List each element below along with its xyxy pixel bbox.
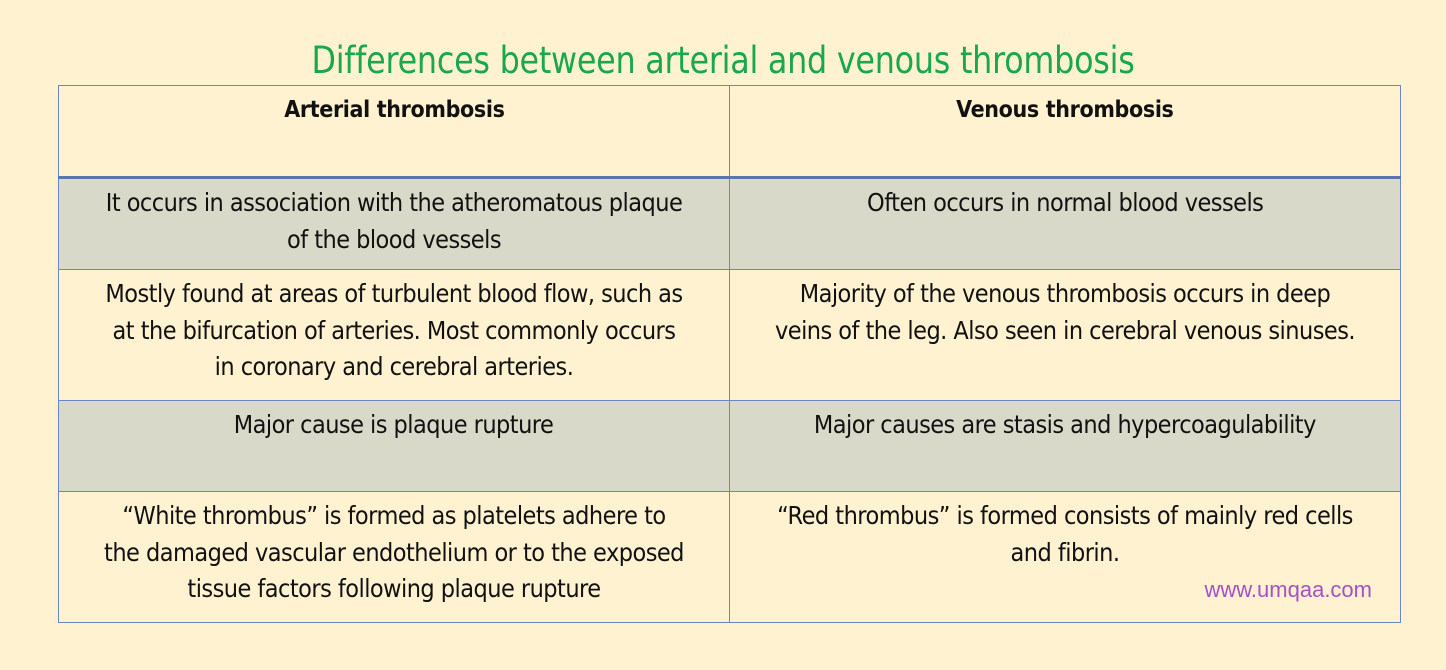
watermark-link[interactable]: www.umqaa.com: [1204, 576, 1372, 602]
cell-venous: Major causes are stasis and hypercoagulability: [730, 401, 1401, 492]
header-venous: Venous thrombosis: [730, 86, 1401, 178]
cell-arterial: It occurs in association with the atheromatous plaque of the blood vessels: [59, 178, 730, 270]
table-row: [59, 401, 1401, 492]
comparison-table: [58, 85, 1401, 623]
cell-venous: “Red thrombus” is formed consists of mainly red cells and fibrin. www.umqaa.com: [730, 492, 1401, 623]
cell-venous: Majority of the venous thrombosis occurs in deep veins of the leg. Also seen in cerebral venous sinuses.: [730, 270, 1401, 401]
table-row: [59, 270, 1401, 401]
header-arterial: Arterial thrombosis: [59, 86, 730, 178]
table-header-row: [59, 86, 1401, 178]
table-row: [59, 178, 1401, 270]
cell-venous: Often occurs in normal blood vessels: [730, 178, 1401, 270]
cell-arterial: “White thrombus” is formed as platelets adhere to the damaged vascular endothelium or to the exposed tissue factors following plaque rupture: [59, 492, 730, 623]
page-title: Differences between arterial and venous thrombosis: [311, 38, 1135, 82]
cell-arterial: Major cause is plaque rupture: [59, 401, 730, 492]
cell-arterial: Mostly found at areas of turbulent blood flow, such as at the bifurcation of arteries. Most commonly occurs in coronary and cerebral arteries.: [59, 270, 730, 401]
table-row: [59, 492, 1401, 623]
